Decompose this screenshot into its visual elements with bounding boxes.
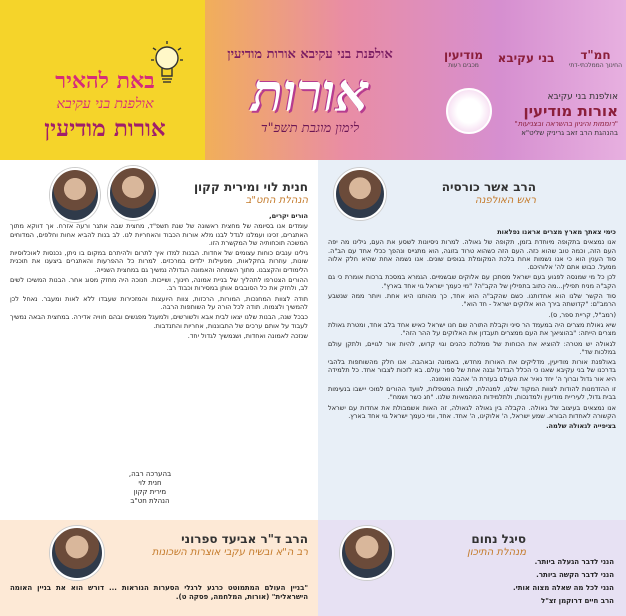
newsletter-title-block <box>205 46 415 136</box>
middle-school-heads-role: הנהלת החט"ב <box>245 195 308 206</box>
middle-school-signature: בהערכה רבה, חנית לוי מירית קקון הנהלת חט"ב <box>128 470 172 505</box>
campus-motto <box>20 68 190 142</box>
sigal-avatar <box>340 526 394 580</box>
school-name: אולפנת בני עקיבא אורות מודיעין <box>227 47 393 62</box>
avigad-quote: "בניין העולם המתמוטט כרגע לרגלי הסערות הנוראות ... דורש הוא את בניין האומה הישראלית" (אורות, המלחמה, פסקה ט). <box>10 584 308 601</box>
logo-modiin: מודיעין מכבים רעות <box>444 47 484 69</box>
motto-subtitle: אולפנת בני עקיבא <box>56 96 154 112</box>
middle-school-column <box>0 160 318 520</box>
avigad-role: רב ה"א ובשיח עקבי אוצרות השכונות <box>151 547 308 558</box>
logo-bnei-akiva: בני עקיבא <box>497 51 555 65</box>
rabbi-avatar <box>334 168 386 220</box>
rabbi-column <box>318 160 626 520</box>
sigal-name: סיגל נחום <box>471 532 526 546</box>
newsletter-subtitle: לימון מוגבת תשפ"ד <box>260 121 360 136</box>
rabbi-role: ראש האולפנה <box>474 195 536 206</box>
header-left-panel <box>0 0 205 160</box>
avigad-name: הרב ד"ר אביעד ספרוני <box>181 532 308 546</box>
avigad-avatar <box>50 526 104 580</box>
emblem-logo-icon <box>446 88 492 134</box>
school-emblem: אולפנת בני עקיבא אורות מודיעין "רוממות והיגיון בהשראה ובצניעות" בהנהגת הרב זאב גריניק שליט"א <box>444 84 622 156</box>
middle-school-letter: הורים יקרים, עומדים אנו בסיומה של מחצית ראשונה של שנת תשפ"ד, מחצית שבה אתגר ורעה אזרח. אך דווקא מתוך האתגרים, זכינו ועמלנו לגדל לבנו מלא אורות הכבוד והאחריות לנו. לב בנות להביא אחות וחלפים, המדוחים המשכה תוכחותיה של המקשרת הזו. גילינו ענבים כוחות עצומים של אחדות. הבנות למדו איך לתרום ולהיתרם במקום בו ניתן, נכנסות לאוכלוסיות שונות, עוזרות בחקלאות, מפעילות ילדים במרכזים. למרות כל ההפרעות והאתגרים ביצענו את תוכנית הלימודים והקצבנו. מתוך השמחה והאמונה הגדולה נמשיך גם במחצית השנייה. ההורים הצטרפו לתהליך של בניית אמונה, חינוך, ושייכות. חנוכה היה מחזק מסוג אחר. הבנות המשיכו לשים לב, ולחזק את כל הסובבים אותן במסירות וכבוד רב. תודה לצוות המחנכות, המורות, הרכזות, צוות היועצות והמזכירות שעבדו ללא לאות ומעבר. נאחל לכן להמשיך ולצמוח. תודה לכל הורה על השותפות הרבה. כבכל שנה, הבנות שלנו יצאו לבית אבא ולשורשים, ולמעגל מפגשים ובהם חוויה אדירה. במחצית הבאה נמשיך לעבוד על אותם ערכים של התבוננות, אחריות והתנדבות. שנזכה לאמונה ואחדות, ושנמשיך לגדול יחד. <box>10 212 308 340</box>
high-school-quote: הנני לדבר הגעלה ביותר. הנני לדבר הקשה ביותר. הנני לכל מה שאלה מצוה אותי. הרב חיים דרוקמן זצ"ל <box>512 558 614 605</box>
rabbi-avigad-box <box>0 520 318 616</box>
rabbi-letter: כימי צאתך מארץ מצרים אראנו נפלאות אנו נמצאים בתקופה מיוחדת בזמן, תקופה של גאולה. למרות ניסיונות לשסע את העם, גילינו מה יפה העם הזה, וכמה טוב שהוא כזה. העם הזה כשהוא טרוד בזוגה, הוא מתגייס ונהפך ככלי אחד עם הב"ה. סוד הענין הוא כי אנו נשמות אחת בלכת המקומלת בגופים שונים. אנו נשמה אחת שהיא חלק אלוה ממעל. כבוש אתם לה' אלוהיכם. לכן כל מי שמנסה לפגוע בעם ישראל מסתכן עם אלוקים שבשמיים. הגמרא במסכת ברכות אומרת כי גם הקב"ה מניח תפילין...מה כתוב בתפילין של הקב"ה? "מי כעמך ישראל גוי אחד בארץ". סוד הקשר שלנו הוא אחדותנו. כשם שהקב"ה הוא אחד, כך מהותנו היא אחת. ויותר ממה שנשבע הרמב"ם: "קדושתה בירך הוא אלוקים ישראל - חד הוא". (רמב"ל, קריית ספר, ס). שיא גאולת מצרים היה במעמד הר סיני וקבלת התורה שם חנו ישראל כאיש אחד בלב אחד, ומטרת גאולת מצרים הייתה: "בהוציאך את העם ממצרים תעבדון את האלוקים על ההר הזה". לגאולה יש מטרה: להוציא את הכוחות של ממלכת כהנים וגוי קדוש, להיות אור לגויים, ולתקן עולם במלכות שד". באולפנת אורות מודיעין, מדליקים את האורות מחדש, באמונה ובאהבה. אנו חלק מהשותפות בלהבי בדרכנו של בני עקיבא שאנו כי הכלל הבדול ובנה אחת של ספר עולם. בא לזכות לצבור אחד. כל תלמידה היא אור גדול וברוך ה' יחד נאיר את העולם בעזרת ה' אהבה ואמונה. זו ההזדמנות להודות לצוות המקוד שלנו, למנהלת, לצוות המטפלות, לוועד ההורים למוכי יישבו בנעימות בבית גדול, לעיריית מודיעין ולמדנכות, ולתלמידות המהמאיות שלנו. "חג כשר ושמח". אנו נמצאים בעיצוב של גאולה. הקבלה בין גאולה לגאולה, זה האות אשמבולת את אחדות עם ישראל הקשורה לאחדות הבורא. שמע ישראל, ה' אלוקינו, ה' אחד. אחד, ומי כעמך ישראל גוי אחד בארץ. בציפייה לגאולה שלמה. <box>328 228 616 431</box>
avigad-heading <box>118 532 308 558</box>
partner-logos <box>440 38 626 78</box>
newsletter-header <box>0 0 626 160</box>
rabbi-heading <box>396 180 536 206</box>
high-school-box <box>318 520 626 616</box>
newsletter-title: אורות <box>251 63 369 124</box>
sigal-role: מנהלת התיכון <box>467 547 526 558</box>
logo-hemed: חמ"ד החינוך הממלכתי-דתי <box>568 47 622 69</box>
motto-title: באת להאיר <box>55 68 155 94</box>
middle-school-heading <box>158 180 308 206</box>
motto-place: אורות מודיעין <box>44 115 166 142</box>
high-school-heading <box>406 532 526 558</box>
rabbi-name: הרב אשר כורסיה <box>441 180 536 194</box>
middle-school-heads-name: חנית לוי ומירית קקון <box>193 180 308 194</box>
